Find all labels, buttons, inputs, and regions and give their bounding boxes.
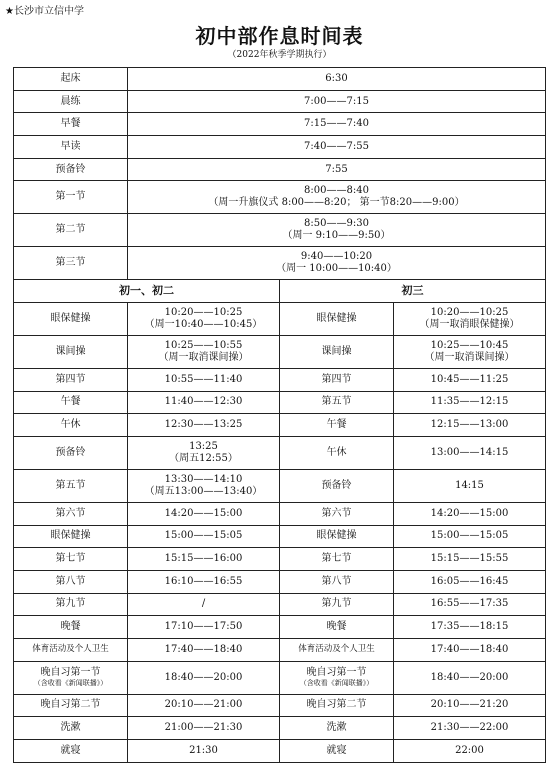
row-label	[280, 694, 394, 717]
time-note: （周一 10:00——10:40）	[276, 263, 397, 275]
time-main: /	[201, 598, 206, 610]
time-main: 12:15——13:00	[430, 419, 509, 431]
page-title: 初中部作息时间表	[195, 24, 364, 48]
time-main: 17:40——18:40	[164, 643, 243, 655]
time-main: 16:10——16:55	[164, 575, 243, 587]
time-main: 10:25——10:55	[164, 339, 243, 351]
row-label	[280, 638, 394, 661]
row-label	[14, 502, 128, 525]
row-label	[280, 502, 394, 525]
row-label	[14, 593, 128, 616]
row-time	[394, 525, 546, 548]
row-time	[128, 548, 280, 571]
label-text: 眼保健操	[316, 312, 357, 324]
table-row	[14, 302, 546, 335]
row-label: 预备铃	[14, 158, 128, 181]
label-text: 就寝	[326, 744, 347, 756]
row-time	[128, 214, 546, 247]
row-label	[280, 593, 394, 616]
table-row	[14, 214, 546, 247]
label-text: 午休	[60, 419, 81, 431]
label-text: 体育活动及个人卫生	[32, 644, 109, 655]
row-time	[394, 593, 546, 616]
table-row	[14, 158, 546, 181]
time-main: 17:40——18:40	[430, 643, 509, 655]
time-note: （周一取消眼保健操）	[419, 318, 520, 330]
time-main: 22:00	[455, 744, 484, 756]
row-label	[280, 436, 394, 469]
table-row	[14, 113, 546, 136]
row-label	[14, 414, 128, 437]
table-row	[14, 391, 546, 414]
row-time: 6:30	[128, 68, 546, 91]
row-label	[14, 525, 128, 548]
time-main: 10:45——11:25	[430, 373, 509, 385]
table-row	[14, 616, 546, 639]
row-time	[394, 469, 546, 502]
row-label	[280, 661, 394, 694]
row-time: 7:55	[128, 158, 546, 181]
time-note: （周一取消课间操）	[424, 351, 515, 363]
label-text: 晚自习第二节	[40, 699, 101, 711]
row-time	[128, 502, 280, 525]
time-main: 10:20——10:25	[164, 306, 243, 318]
label-subtext: （含收看《新闻联播》）	[299, 679, 374, 688]
time-main: 10:25——10:45	[430, 339, 509, 351]
table-row	[14, 593, 546, 616]
row-label	[280, 570, 394, 593]
table-row	[14, 502, 546, 525]
row-time	[128, 368, 280, 391]
time-main: 10:20——10:25	[430, 306, 509, 318]
time-main: 10:55——11:40	[164, 373, 243, 385]
table-row	[14, 717, 546, 740]
table-row	[14, 335, 546, 368]
row-time	[128, 335, 280, 368]
row-label: 早餐	[14, 113, 128, 136]
time-note: （周一 9:10——9:50）	[282, 230, 391, 242]
time-note: （周五13:00——13:40）	[144, 485, 263, 497]
row-label: 第一节	[14, 181, 128, 214]
time-main: 18:40——20:00	[164, 671, 243, 683]
time-main: 14:15	[455, 479, 484, 491]
table-row	[14, 548, 546, 571]
row-label: 起床	[14, 68, 128, 91]
time-main: 17:35——18:15	[430, 621, 509, 633]
row-label	[280, 368, 394, 391]
time-main: 11:40——12:30	[164, 396, 243, 408]
row-time	[394, 502, 546, 525]
table-row	[14, 694, 546, 717]
row-time	[128, 739, 280, 762]
label-text: 第四节	[55, 373, 86, 385]
table-row	[14, 68, 546, 91]
row-label	[14, 570, 128, 593]
label-text: 眼保健操	[316, 530, 357, 542]
time-main: 18:40——20:00	[430, 671, 509, 683]
time-main: 13:00——14:15	[430, 446, 509, 458]
row-label	[14, 368, 128, 391]
row-time	[394, 548, 546, 571]
table-row	[14, 739, 546, 762]
row-time	[128, 525, 280, 548]
row-time	[128, 436, 280, 469]
time-main: 15:00——15:05	[164, 530, 243, 542]
group-header-junior3: 初三	[280, 280, 546, 303]
time-main: 13:30——14:10	[164, 473, 243, 485]
label-text: 第八节	[321, 575, 352, 587]
row-time	[394, 302, 546, 335]
row-label	[14, 436, 128, 469]
row-time	[128, 694, 280, 717]
row-time	[394, 638, 546, 661]
table-row	[14, 247, 546, 280]
label-text: 第六节	[321, 507, 352, 519]
school-name: ★长沙市立信中学	[5, 6, 84, 17]
table-row	[14, 414, 546, 437]
row-time	[128, 616, 280, 639]
label-text: 第七节	[321, 553, 352, 565]
label-text: 午餐	[60, 396, 81, 408]
row-label	[14, 548, 128, 571]
label-text: 体育活动及个人卫生	[298, 644, 375, 655]
row-label	[280, 616, 394, 639]
time-main: 15:00——15:05	[430, 530, 509, 542]
row-time	[128, 414, 280, 437]
label-text: 预备铃	[55, 446, 86, 458]
label-text: 第八节	[55, 575, 86, 587]
row-time	[128, 391, 280, 414]
time-main: 21:30——22:00	[430, 722, 509, 734]
label-text: 午餐	[326, 419, 347, 431]
time-main: 20:10——21:00	[164, 699, 243, 711]
row-time	[394, 570, 546, 593]
label-text: 眼保健操	[50, 530, 91, 542]
row-label	[280, 414, 394, 437]
row-time	[394, 436, 546, 469]
table-row	[14, 90, 546, 113]
row-label	[14, 661, 128, 694]
row-label	[280, 335, 394, 368]
row-time	[394, 335, 546, 368]
time-main: 9:40——10:20	[300, 251, 373, 263]
row-time	[128, 638, 280, 661]
label-text: 晚自习第二节	[306, 699, 367, 711]
row-label	[280, 391, 394, 414]
time-main: 17:10——17:50	[164, 621, 243, 633]
row-label	[14, 391, 128, 414]
time-main: 14:20——15:00	[164, 507, 243, 519]
time-main: 16:05——16:45	[430, 575, 509, 587]
label-text: 课间操	[321, 345, 352, 357]
time-note: （周一取消课间操）	[158, 351, 249, 363]
label-text: 晚餐	[326, 621, 347, 633]
row-time	[128, 247, 546, 280]
table-row	[14, 661, 546, 694]
label-text: 第七节	[55, 553, 86, 565]
row-time	[394, 739, 546, 762]
label-text: 第九节	[321, 598, 352, 610]
row-time	[128, 717, 280, 740]
label-text: 晚自习第一节	[40, 667, 101, 679]
time-main: 14:20——15:00	[430, 507, 509, 519]
row-label	[14, 739, 128, 762]
row-label	[14, 302, 128, 335]
time-main: 12:30——13:25	[164, 419, 243, 431]
label-text: 第五节	[321, 396, 352, 408]
label-text: 课间操	[55, 345, 86, 357]
row-time	[394, 391, 546, 414]
time-main: 11:35——12:15	[430, 396, 509, 408]
label-text: 晚餐	[60, 621, 81, 633]
time-main: 16:55——17:35	[430, 598, 509, 610]
row-label	[280, 717, 394, 740]
row-label	[280, 739, 394, 762]
row-time	[128, 469, 280, 502]
row-label: 早读	[14, 136, 128, 159]
row-label: 第三节	[14, 247, 128, 280]
table-row	[14, 525, 546, 548]
label-text: 就寝	[60, 744, 81, 756]
time-main: 8:00——8:40	[304, 185, 369, 197]
group-header-junior12: 初一、初二	[14, 280, 280, 303]
time-main: 21:30	[189, 744, 218, 756]
row-time	[394, 717, 546, 740]
table-row	[14, 368, 546, 391]
row-time	[394, 694, 546, 717]
row-time: 7:15——7:40	[128, 113, 546, 136]
row-label	[14, 335, 128, 368]
label-text: 第九节	[55, 598, 86, 610]
time-main: 15:15——16:00	[164, 553, 243, 565]
label-subtext: （含收看《新闻联播》）	[33, 679, 108, 688]
label-text: 眼保健操	[50, 312, 91, 324]
time-main: 15:15——15:55	[430, 553, 509, 565]
label-text: 洗漱	[326, 722, 347, 734]
row-time	[394, 368, 546, 391]
time-main: 13:25	[189, 440, 218, 452]
row-label	[14, 694, 128, 717]
time-main: 8:50——9:30	[304, 218, 369, 230]
table-row	[14, 469, 546, 502]
label-text: 预备铃	[321, 479, 352, 491]
time-note: （周五12:55）	[169, 452, 238, 464]
table-row	[14, 181, 546, 214]
row-time	[128, 570, 280, 593]
row-time	[128, 593, 280, 616]
label-text: 第五节	[55, 479, 86, 491]
row-time	[394, 616, 546, 639]
page-subtitle: （2022年秋季学期执行）	[227, 50, 332, 60]
label-text: 洗漱	[60, 722, 81, 734]
table-row	[14, 638, 546, 661]
row-label: 第二节	[14, 214, 128, 247]
row-time: 7:00——7:15	[128, 90, 546, 113]
label-text: 第六节	[55, 507, 86, 519]
row-label	[14, 469, 128, 502]
row-label	[14, 638, 128, 661]
table-row	[14, 570, 546, 593]
row-label	[280, 548, 394, 571]
row-time: 7:40——7:55	[128, 136, 546, 159]
time-main: 20:10——21:20	[430, 699, 509, 711]
table-row	[14, 136, 546, 159]
group-header-row	[14, 280, 546, 303]
row-time	[128, 661, 280, 694]
row-label: 晨练	[14, 90, 128, 113]
row-label	[14, 717, 128, 740]
label-text: 第四节	[321, 373, 352, 385]
label-text: 午休	[326, 446, 347, 458]
row-label	[280, 302, 394, 335]
table-row	[14, 436, 546, 469]
time-note: （周一10:40——10:45）	[144, 318, 263, 330]
row-time	[128, 181, 546, 214]
time-main: 21:00——21:30	[164, 722, 243, 734]
row-time	[128, 302, 280, 335]
row-label	[280, 469, 394, 502]
row-time	[394, 414, 546, 437]
row-label	[14, 616, 128, 639]
time-note: （周一升旗仪式 8:00——8:20； 第一节8:20——9:00）	[208, 197, 465, 209]
row-time	[394, 661, 546, 694]
schedule-table	[13, 67, 546, 763]
row-label	[280, 525, 394, 548]
label-text: 晚自习第一节	[306, 667, 367, 679]
